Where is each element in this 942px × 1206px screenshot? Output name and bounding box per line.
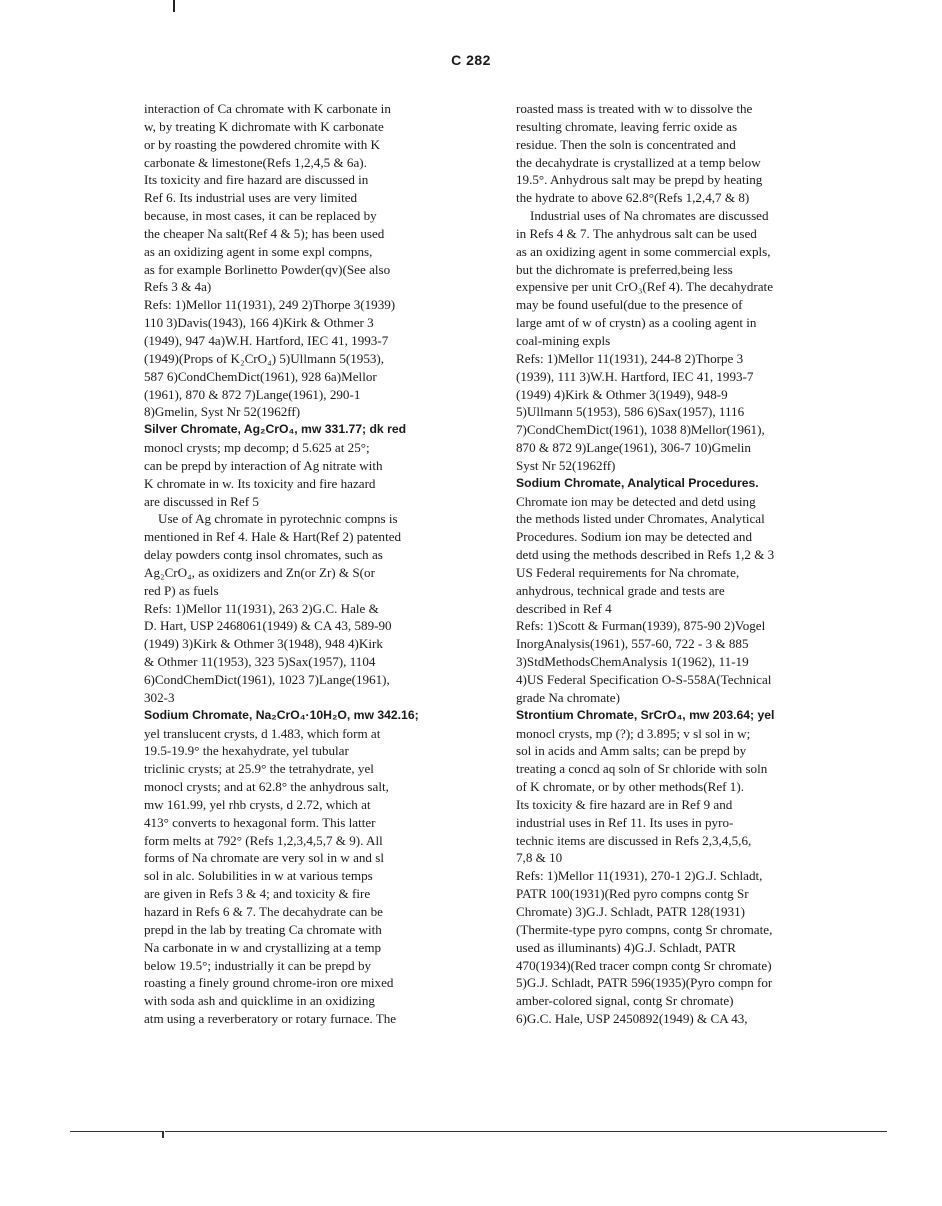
left-column-line: (1949) 3)Kirk & Othmer 3(1948), 948 4)Kirk	[144, 636, 383, 652]
right-column-line: PATR 100(1931)(Red pyro compns contg Sr	[516, 886, 749, 902]
right-column-line: Refs: 1)Mellor 11(1931), 270-1 2)G.J. Schladt,	[516, 868, 763, 884]
right-column-line: amber-colored signal, contg Sr chromate)	[516, 993, 734, 1009]
left-column-line: Ag₂CrO₄, as oxidizers and Zn(or Zr) & S(or	[144, 564, 375, 580]
right-column-line: InorgAnalysis(1961), 557-60, 722 - 3 & 885	[516, 636, 749, 652]
right-column-line: may be found useful(due to the presence of	[516, 297, 743, 313]
left-column-line: monocl crysts; mp decomp; d 5.625 at 25°;	[144, 440, 370, 456]
left-column-line: & Othmer 11(1953), 323 5)Sax(1957), 1104	[144, 654, 376, 670]
right-column-line: 7)CondChemDict(1961), 1038 8)Mellor(1961),	[516, 422, 765, 438]
right-column-line: 6)G.C. Hale, USP 2450892(1949) & CA 43,	[516, 1011, 748, 1027]
left-column-line: sol in alc. Solubilities in w at various temps	[144, 868, 373, 884]
left-column-line: 110 3)Davis(1943), 166 4)Kirk & Othmer 3	[144, 315, 374, 331]
right-column-line: 7,8 & 10	[516, 850, 563, 866]
right-column-line: the decahydrate is crystallized at a temp below	[516, 154, 761, 170]
right-column-line: used as illuminants) 4)G.J. Schladt, PATR	[516, 939, 736, 955]
left-column-line: as an oxidizing agent in some expl compns,	[144, 243, 373, 259]
right-column-line: roasted mass is treated with w to dissolve the	[516, 101, 753, 116]
right-column-line: technic items are discussed in Refs 2,3,4,5,6,	[516, 832, 752, 848]
left-column-line: 8)Gmelin, Syst Nr 52(1962ff)	[144, 404, 301, 420]
left-column-line: prepd in the lab by treating Ca chromate with	[144, 921, 382, 937]
left-column-line: w, by treating K dichromate with K carbonate	[144, 118, 384, 134]
left-column-line: red P) as fuels	[144, 582, 219, 598]
right-column-line: 3)StdMethodsChemAnalysis 1(1962), 11-19	[516, 654, 749, 670]
left-column-line: 587 6)CondChemDict(1961), 928 6a)Mellor	[144, 368, 377, 384]
right-column-line: Syst Nr 52(1962ff)	[516, 457, 616, 473]
right-column-line: large amt of w of crystn) as a cooling agent in	[516, 315, 757, 331]
left-column-line: interaction of Ca chromate with K carbonate in	[144, 101, 391, 116]
left-column-line: delay powders contg insol chromates, such as	[144, 547, 383, 563]
left-column-line: are discussed in Ref 5	[144, 493, 259, 509]
right-column-line: 870 & 872 9)Lange(1961), 306-7 10)Gmelin	[516, 440, 751, 456]
left-column-line: atm using a reverberatory or rotary furnace. The	[144, 1011, 397, 1027]
right-column-line: grade Na chromate)	[516, 689, 620, 705]
right-column-line: US Federal requirements for Na chromate,	[516, 564, 740, 580]
left-column-line: 19.5-19.9° the hexahydrate, yel tubular	[144, 743, 349, 759]
right-column-line: 470(1934)(Red tracer compn contg Sr chromate)	[516, 957, 772, 973]
right-column-line: the methods listed under Chromates, Analytical	[516, 511, 765, 527]
left-column-line: 413° converts to hexagonal form. This latter	[144, 814, 376, 830]
right-column-line: expensive per unit CrO₃(Ref 4). The decahydrate	[516, 279, 774, 295]
right-column-line: Sodium Chromate, Analytical Procedures.	[516, 475, 759, 490]
left-column-line: mentioned in Ref 4. Hale & Hart(Ref 2) patented	[144, 529, 402, 545]
left-column-line: the cheaper Na salt(Ref 4 & 5); has been used	[144, 225, 385, 241]
right-column-line: residue. Then the soln is concentrated and	[516, 136, 736, 152]
left-column-line: form melts at 792° (Refs 1,2,3,4,5,7 & 9). All	[144, 832, 383, 848]
left-column-line: Na carbonate in w and crystallizing at a temp	[144, 939, 382, 955]
right-column-line: 19.5°. Anhydrous salt may be prepd by heating	[516, 172, 763, 188]
left-column-line: with soda ash and quicklime in an oxidizing	[144, 993, 375, 1009]
left-column-line: D. Hart, USP 2468061(1949) & CA 43, 589-90	[144, 618, 392, 634]
page-number: C 282	[451, 52, 491, 68]
left-column-line: Refs: 1)Mellor 11(1931), 263 2)G.C. Hale &	[144, 600, 379, 616]
right-column-line: resulting chromate, leaving ferric oxide as	[516, 118, 738, 134]
footer-rule-right	[165, 1131, 887, 1132]
left-column-line: or by roasting the powdered chromite with K	[144, 136, 380, 152]
left-column-line: Refs: 1)Mellor 11(1931), 249 2)Thorpe 3(1939)	[144, 297, 396, 313]
right-column-line: of K chromate, or by other methods(Ref 1).	[516, 779, 744, 795]
right-column-line: the hydrate to above 62.8°(Refs 1,2,4,7 & 8)	[516, 190, 750, 206]
right-column	[516, 100, 856, 1028]
right-column-line: anhydrous, technical grade and tests are	[516, 582, 725, 598]
right-column-line: described in Ref 4	[516, 600, 612, 616]
left-column-line: Use of Ag chromate in pyrotechnic compns is	[158, 511, 398, 527]
right-column-line: 5)Ullmann 5(1953), 586 6)Sax(1957), 1116	[516, 404, 745, 420]
left-column-line: are given in Refs 3 & 4; and toxicity & fire	[144, 886, 371, 902]
left-column-line: Its toxicity and fire hazard are discussed in	[144, 172, 369, 188]
left-column-line: carbonate & limestone(Refs 1,2,4,5 & 6a).	[144, 154, 367, 170]
left-column-line: mw 161.99, yel rhb crysts, d 2.72, which at	[144, 796, 371, 812]
left-column-line: K chromate in w. Its toxicity and fire hazard	[144, 475, 376, 491]
right-column-line: Chromate) 3)G.J. Schladt, PATR 128(1931)	[516, 903, 746, 919]
left-column-line: forms of Na chromate are very sol in w and sl	[144, 850, 384, 866]
left-column-line: (1961), 870 & 872 7)Lange(1961), 290-1	[144, 386, 361, 402]
right-column-line: 5)G.J. Schladt, PATR 596(1935)(Pyro compn for	[516, 975, 773, 991]
left-column-line: Ref 6. Its industrial uses are very limited	[144, 190, 358, 206]
right-column-line: (Thermite-type pyro compns, contg Sr chromate,	[516, 921, 773, 937]
left-column-line: as for example Borlinetto Powder(qv)(See also	[144, 261, 391, 277]
right-column-line: sol in acids and Amm salts; can be prepd by	[516, 743, 747, 759]
left-column	[144, 100, 484, 1028]
left-column-line: below 19.5°; industrially it can be prepd by	[144, 957, 372, 973]
left-column-line: (1949)(Props of K₂CrO₄) 5)Ullmann 5(1953),	[144, 350, 385, 366]
right-column-line: Industrial uses of Na chromates are discussed	[530, 208, 769, 224]
right-column-line: Refs: 1)Scott & Furman(1939), 875-90 2)Vogel	[516, 618, 766, 634]
right-column-line: Chromate ion may be detected and detd using	[516, 493, 756, 509]
right-column-line: Strontium Chromate, SrCrO₄, mw 203.64; yel	[516, 707, 775, 722]
right-column-line: 4)US Federal Specification O-S-558A(Technical	[516, 672, 772, 687]
left-column-line: yel translucent crysts, d 1.483, which form at	[144, 725, 381, 741]
left-column-line: triclinic crysts; at 25.9° the tetrahydrate, yel	[144, 761, 374, 777]
right-column-line: industrial uses in Ref 11. Its uses in pyro-	[516, 814, 734, 830]
left-column-line: roasting a finely ground chrome-iron ore mixed	[144, 975, 394, 991]
footer-rule-tick	[162, 1131, 164, 1138]
left-column-line: monocl crysts; and at 62.8° the anhydrous salt,	[144, 779, 389, 795]
right-column-line: treating a concd aq soln of Sr chloride with soln	[516, 761, 768, 777]
left-column-line: Refs 3 & 4a)	[144, 279, 212, 295]
right-column-line: as an oxidizing agent in some commercial expls,	[516, 243, 771, 259]
right-column-line: in Refs 4 & 7. The anhydrous salt can be used	[516, 225, 757, 241]
left-column-line: because, in most cases, it can be replaced by	[144, 208, 377, 224]
right-column-line: coal-mining expls	[516, 332, 611, 348]
footer-rule-left	[70, 1131, 162, 1132]
right-column-line: Procedures. Sodium ion may be detected and	[516, 529, 752, 545]
left-column-line: 302-3	[144, 689, 175, 705]
left-column-line: Silver Chromate, Ag₂CrO₄, mw 331.77; dk red	[144, 422, 407, 437]
left-column-line: hazard in Refs 6 & 7. The decahydrate can be	[144, 903, 383, 919]
right-column-line: monocl crysts, mp (?); d 3.895; v sl sol in w;	[516, 725, 751, 741]
left-column-line: (1949), 947 4a)W.H. Hartford, IEC 41, 1993-7	[144, 332, 389, 348]
right-column-line: Its toxicity & fire hazard are in Ref 9 and	[516, 796, 733, 812]
left-column-line: Sodium Chromate, Na₂CrO₄·10H₂O, mw 342.16;	[144, 707, 419, 722]
right-column-line: Refs: 1)Mellor 11(1931), 244-8 2)Thorpe 3	[516, 350, 744, 366]
left-column-line: can be prepd by interaction of Ag nitrate with	[144, 457, 383, 473]
right-column-line: but the dichromate is preferred,being less	[516, 261, 733, 277]
right-column-line: detd using the methods described in Refs 1,2 & 3	[516, 547, 775, 563]
left-column-line: 6)CondChemDict(1961), 1023 7)Lange(1961),	[144, 672, 390, 687]
right-column-line: (1939), 111 3)W.H. Hartford, IEC 41, 1993-7	[516, 368, 754, 384]
scan-mark-top	[173, 0, 175, 12]
right-column-line: (1949) 4)Kirk & Othmer 3(1949), 948-9	[516, 386, 728, 402]
